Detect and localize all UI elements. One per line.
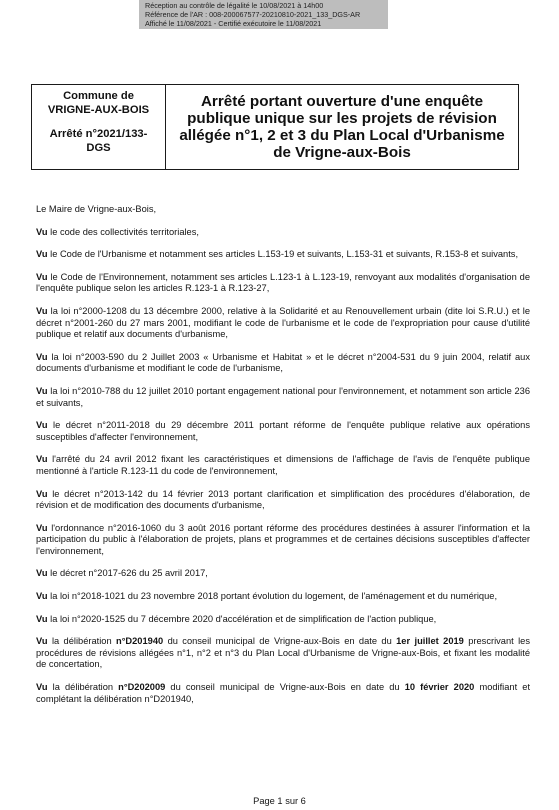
vu-paragraph	[36, 568, 530, 580]
vu-text: la loi n°2018-1021 du 23 novembre 2018 portant évolution du logement, de l'aménagement et du numérique,	[50, 591, 498, 602]
vu-paragraph	[36, 454, 530, 477]
vu-text: la délibération	[52, 682, 114, 693]
commune-name: VRIGNE-AUX-BOIS	[47, 104, 150, 116]
vu-label: Vu	[36, 305, 48, 316]
vu-text: du conseil municipal de Vrigne-aux-Bois en date du	[170, 682, 400, 693]
vu-label: Vu	[36, 249, 48, 260]
commune-label: Commune de	[63, 90, 134, 102]
vu-text: prescrivant les procédures de révisions allégées n°1, n°2 et n°3 du Plan Local d'Urbanisme de Vrigne-aux-Bois, et fixant les modalité de concertation,	[36, 636, 530, 670]
arrete-number-suffix: DGS	[86, 142, 111, 154]
document-body	[36, 204, 530, 716]
deliberation-number: n°D201940	[116, 636, 164, 647]
vu-paragraph	[36, 591, 530, 603]
vu-paragraph	[36, 636, 530, 671]
vu-label: Vu	[36, 568, 48, 579]
vu-label: Vu	[36, 454, 48, 465]
vu-text: le Code de l'Urbanisme et notamment ses articles L.153-19 et suivants, L.153-31 et suivants, R.153-8 et suivants,	[50, 249, 519, 260]
intro-paragraph: Le Maire de Vrigne-aux-Bois,	[36, 204, 157, 214]
vu-label: Vu	[36, 420, 48, 431]
vu-text: le code des collectivités territoriales,	[50, 226, 199, 237]
vu-text: la loi n°2003-590 du 2 Juillet 2003 « Urbanisme et Habitat » et le décret n°2004-531 du 9 juin 2004, relatif aux documents d'urbanisme et modifiant le code de l'urbanisme,	[36, 351, 530, 374]
vu-label: Vu	[36, 271, 48, 282]
vu-text: l'ordonnance n°2016-1060 du 3 août 2016 portant réforme des procédures destinées à assurer l'information et la participation du public à l'élaboration de projets, plans et programmes et de certaines décisions susceptibles d'affecter l'environnement,	[36, 522, 530, 556]
vu-label: Vu	[36, 522, 48, 533]
vu-text: la délibération	[51, 636, 112, 647]
page-number: Page 1 sur 6	[253, 796, 306, 806]
vu-text: modifiant et complétant la délibération n°D201940,	[36, 682, 531, 704]
legality-stamp	[139, 0, 388, 29]
document-title: Arrêté portant ouverture d'une enquête publique unique sur les projets de révision allégée n°1, 2 et 3 du Plan Local d'Urbanisme de Vrigne-aux-Bois	[179, 93, 505, 161]
vu-label: Vu	[36, 226, 48, 237]
vu-label: Vu	[36, 591, 48, 602]
vu-paragraph	[36, 306, 530, 341]
vu-paragraph	[36, 420, 530, 443]
arrete-number: Arrêté n°2021/133-	[49, 128, 148, 140]
vu-text: l'arrêté du 24 avril 2012 fixant les caractéristiques et dimensions de l'affichage de l'avis de l'enquête publique mentionné à l'article R.123-11 du code de l'environnement,	[36, 454, 530, 476]
vu-paragraph	[36, 682, 530, 705]
deliberation-number: n°D202009	[118, 682, 166, 693]
vu-label: Vu	[36, 385, 48, 396]
stamp-reception-line: Réception au contrôle de légalité le 10/08/2021 à 14h00	[145, 1, 324, 10]
page-footer	[0, 796, 559, 806]
vu-paragraph	[36, 272, 530, 295]
vu-text: la loi n°2000-1208 du 13 décembre 2000, relative à la Solidarité et au Renouvellement urbain (dite loi S.R.U.) et le décret n°2001-260 du 27 mars 2001, modifiant le code de l'urbanisme et le code de l'expropriation pour cause d'utilité publique et relatif aux documents d'urbanisme,	[36, 305, 530, 340]
vu-paragraph	[36, 249, 530, 261]
deliberation-date: 1er juillet 2019	[396, 636, 464, 647]
vu-text: le décret n°2017-626 du 25 avril 2017,	[50, 568, 208, 579]
vu-text: la loi n°2010-788 du 12 juillet 2010 portant engagement national pour l'environnement, et notamment son article 236 et suivants,	[36, 385, 530, 408]
vu-text: le Code de l'Environnement, notamment ses articles L.123-1 à L.123-19, renvoyant aux modalités d'organisation de l'enquête publique selon les articles R.123-1 à R.123-27,	[36, 271, 530, 294]
vu-text: le décret n°2013-142 du 14 février 2013 portant clarification et simplification des procédures d'élaboration, de révision et de modification des documents d'urbanisme,	[36, 488, 530, 511]
vu-label: Vu	[36, 636, 48, 647]
vu-text: du conseil municipal de Vrigne-aux-Bois en date du	[167, 636, 392, 647]
vu-paragraph	[36, 614, 530, 626]
vu-label: Vu	[36, 351, 48, 362]
vu-paragraph	[36, 227, 530, 239]
vu-text: la loi n°2020-1525 du 7 décembre 2020 d'accélération et de simplification de l'action publique,	[50, 613, 437, 624]
header-issuer-block	[32, 85, 166, 169]
document-title-block	[166, 85, 518, 169]
stamp-affichage-line: Affiché le 11/08/2021 - Certifié exécutoire le 11/08/2021	[145, 19, 322, 28]
vu-paragraph	[36, 523, 530, 558]
deliberation-date: 10 février 2020	[404, 682, 475, 693]
vu-label: Vu	[36, 488, 48, 499]
stamp-reference-line: Référence de l'AR : 008-200067577-20210810-2021_133_DGS-AR	[145, 10, 361, 19]
vu-paragraph	[36, 489, 530, 512]
vu-paragraph	[36, 386, 530, 409]
vu-label: Vu	[36, 613, 48, 624]
vu-label: Vu	[36, 682, 48, 693]
vu-paragraph	[36, 352, 530, 375]
document-header	[31, 84, 519, 170]
vu-text: le décret n°2011-2018 du 29 décembre 2011 portant réforme de l'enquête publique relative aux opérations susceptibles d'affecter l'environnement,	[36, 420, 530, 442]
